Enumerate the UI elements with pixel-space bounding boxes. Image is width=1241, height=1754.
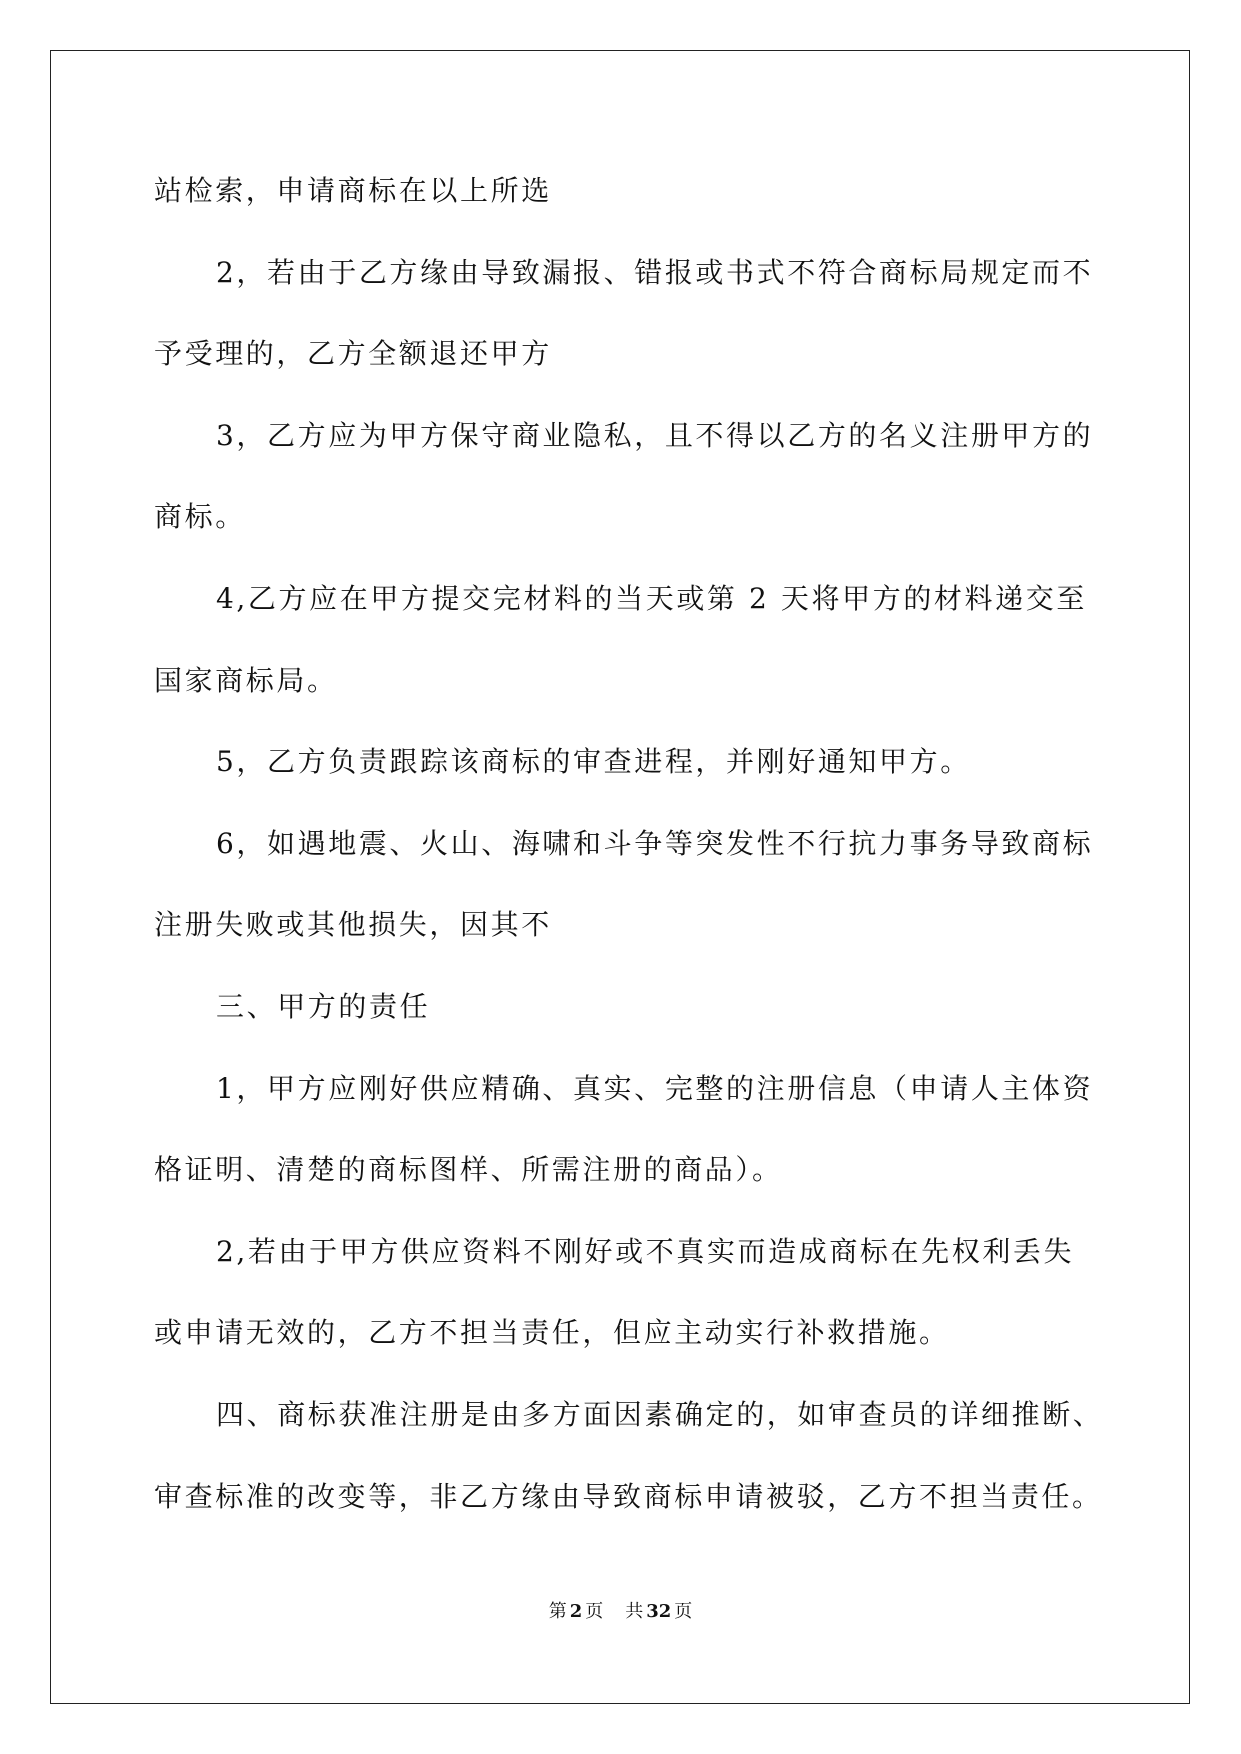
paragraph-line: 2，若由于乙方缘由导致漏报、错报或书式不符合商标局规定而不	[216, 255, 1094, 289]
paragraph-continued	[154, 150, 1174, 232]
paragraph-item-2	[154, 232, 1174, 395]
paragraph-line: 2,若由于甲方供应资料不刚好或不真实而造成商标在先权利丢失	[216, 1234, 1075, 1268]
section-heading	[154, 966, 1174, 1048]
paragraph-line: 商标。	[154, 500, 246, 534]
document-body	[154, 150, 1174, 1537]
paragraph-item-2b	[154, 1211, 1174, 1374]
paragraph-line: 或申请无效的，乙方不担当责任，但应主动实行补救措施。	[154, 1316, 950, 1350]
paragraph-line: 格证明、清楚的商标图样、所需注册的商品）。	[154, 1153, 783, 1187]
page-suffix: 页	[585, 1601, 604, 1622]
paragraph-line: 5，乙方负责跟踪该商标的审查进程，并刚好通知甲方。	[216, 745, 971, 779]
paragraph-line: 注册失败或其他损失，因其不	[154, 908, 552, 942]
paragraph-line: 国家商标局。	[154, 663, 338, 697]
paragraph-line: 6，如遇地震、火山、海啸和斗争等突发性不行抗力事务导致商标	[216, 826, 1094, 860]
paragraph-line: 予受理的，乙方全额退还甲方	[154, 337, 552, 371]
section-four-paragraph	[154, 1374, 1174, 1537]
page-number: 2	[569, 1601, 583, 1622]
paragraph-item-5	[154, 721, 1174, 803]
paragraph-item-3	[154, 395, 1174, 558]
page-prefix: 第	[548, 1601, 567, 1622]
total-pages: 32	[646, 1601, 672, 1622]
paragraph-line: 站检索，申请商标在以上所选	[154, 174, 552, 207]
paragraph-line: 审查标准的改变等，非乙方缘由导致商标申请被驳，乙方不担当责任。	[154, 1479, 1103, 1513]
total-suffix: 页	[674, 1601, 693, 1622]
section-heading-text: 三、甲方的责任	[216, 989, 431, 1023]
total-prefix: 共	[625, 1601, 644, 1622]
paragraph-item-4	[154, 558, 1174, 721]
page-footer	[0, 1599, 1241, 1625]
paragraph-item-1	[154, 1048, 1174, 1211]
paragraph-line: 四、商标获准注册是由多方面因素确定的，如审查员的详细推断、	[216, 1397, 1104, 1431]
paragraph-item-6	[154, 803, 1174, 966]
paragraph-line: 3，乙方应为甲方保守商业隐私，且不得以乙方的名义注册甲方的	[216, 418, 1094, 452]
paragraph-line: 4,乙方应在甲方提交完材料的当天或第 2 天将甲方的材料递交至	[216, 581, 1087, 615]
paragraph-line: 1，甲方应刚好供应精确、真实、完整的注册信息（申请人主体资	[216, 1071, 1094, 1105]
